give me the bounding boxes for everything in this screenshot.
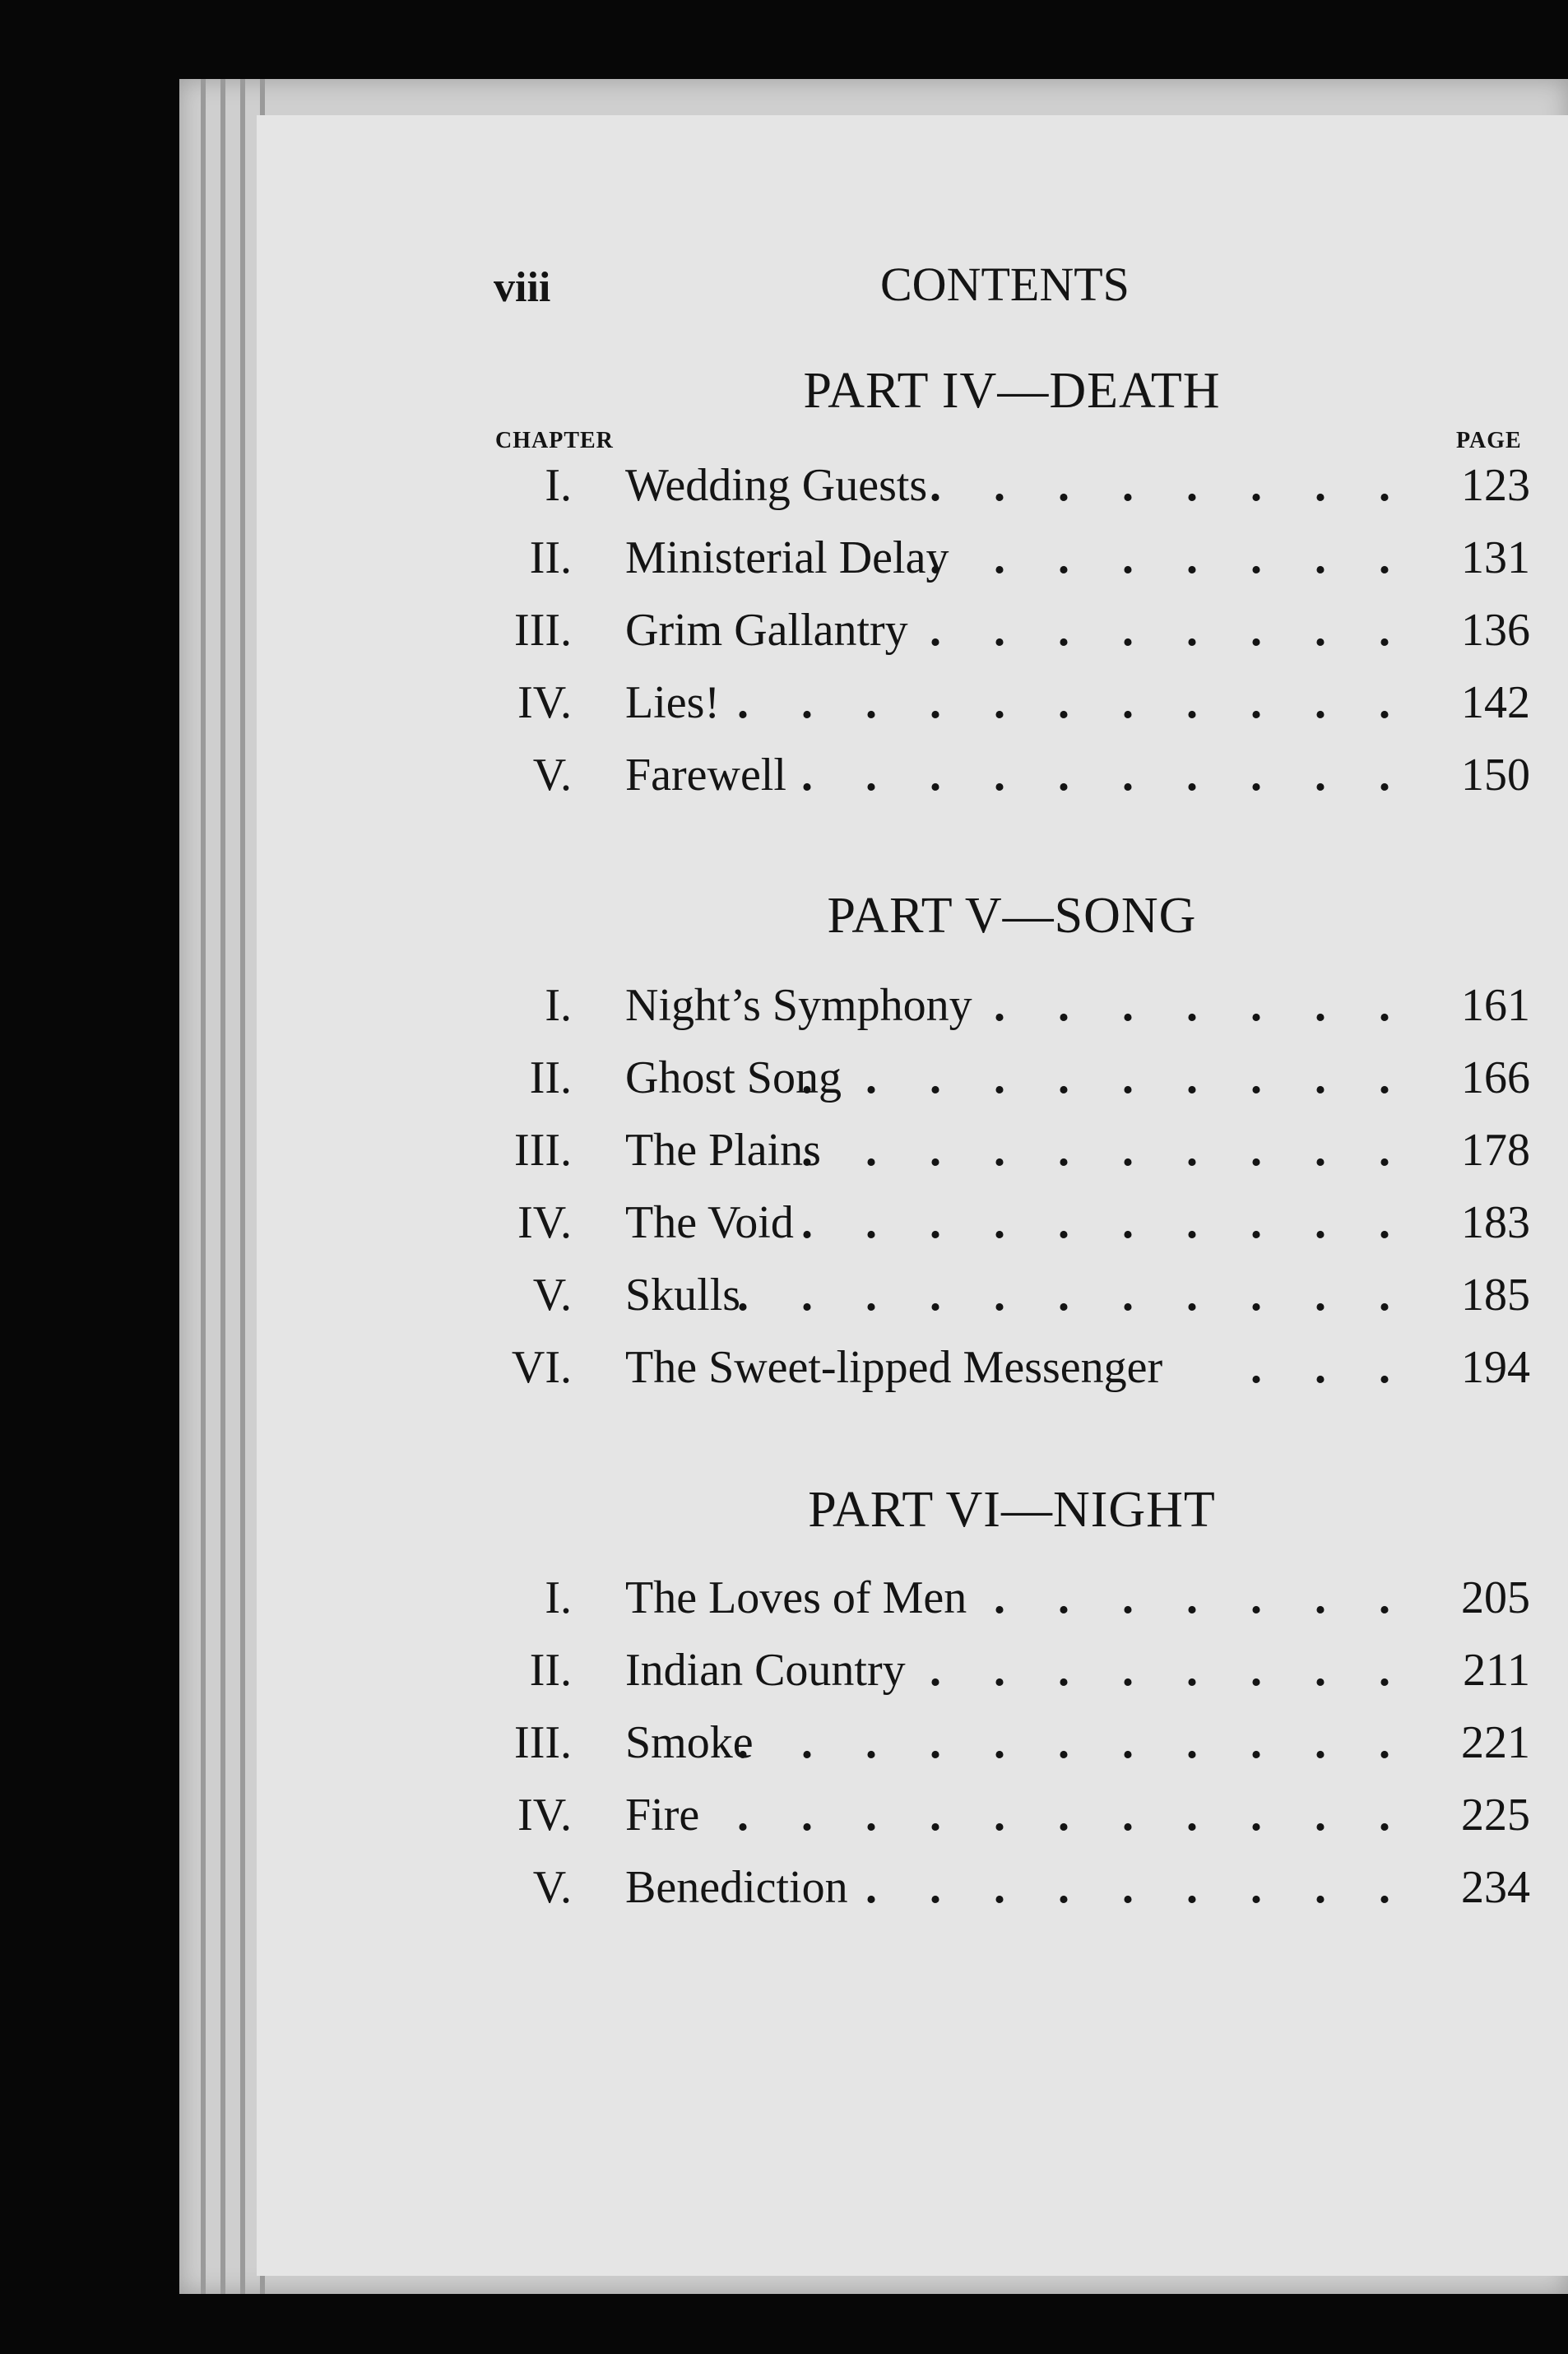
- part-heading: PART VI—NIGHT: [808, 1482, 1216, 1538]
- toc-entry: [485, 749, 1530, 815]
- toc-entry: [485, 1124, 1530, 1190]
- dot-leader: . . . . . . . .: [930, 460, 1411, 511]
- chapter-number: I.: [545, 980, 572, 1031]
- dot-leader: . . . . . . . . . . .: [737, 1790, 1411, 1841]
- page-number: 185: [1461, 1270, 1530, 1321]
- page-edge-line: [201, 79, 206, 2294]
- chapter-title: The Plains: [625, 1125, 821, 1176]
- page-number: 205: [1461, 1572, 1530, 1623]
- dot-leader: . . . . . . . .: [930, 1645, 1411, 1696]
- page-number: 131: [1461, 532, 1530, 583]
- part-heading: PART IV—DEATH: [803, 363, 1221, 419]
- dot-leader: . . . . . . . . . .: [801, 1197, 1411, 1248]
- page-number: 178: [1461, 1125, 1530, 1176]
- toc-entry: [485, 1196, 1530, 1262]
- chapter-number: II.: [529, 532, 572, 583]
- toc-entry: [485, 979, 1530, 1045]
- toc-entry: [485, 1789, 1530, 1855]
- dot-leader: . . . . . . . .: [930, 532, 1411, 583]
- chapter-number: I.: [545, 1572, 572, 1623]
- page-number: 161: [1461, 980, 1530, 1031]
- chapter-title: Lies!: [625, 677, 721, 728]
- chapter-title: Wedding Guests: [625, 460, 928, 511]
- chapter-title: Skulls: [625, 1270, 741, 1321]
- page-number: 194: [1461, 1342, 1530, 1393]
- toc-entry: [485, 1341, 1530, 1407]
- chapter-number: IV.: [517, 1197, 572, 1248]
- page-edge-line: [220, 79, 225, 2294]
- toc-entry: [485, 1716, 1530, 1782]
- chapter-title: Grim Gallantry: [625, 605, 908, 656]
- chapter-title: Benediction: [625, 1862, 848, 1913]
- toc-entry: [485, 1269, 1530, 1335]
- dot-leader: . . . . . . .: [994, 1572, 1411, 1623]
- chapter-number: II.: [529, 1645, 572, 1696]
- toc-entry: [485, 1052, 1530, 1117]
- chapter-title: The Sweet-lipped Messenger: [625, 1342, 1163, 1393]
- chapter-number: V.: [532, 1862, 572, 1913]
- page-number: 123: [1461, 460, 1530, 511]
- chapter-title: Fire: [625, 1790, 700, 1841]
- chapter-title: The Void: [625, 1197, 794, 1248]
- toc-entry: [485, 1572, 1530, 1637]
- dot-leader: . . . . . . . .: [930, 605, 1411, 656]
- chapter-number: I.: [545, 460, 572, 511]
- chapter-number: II.: [529, 1052, 572, 1103]
- chapter-title: The Loves of Men: [625, 1572, 967, 1623]
- dot-leader: . . . . . . . . . .: [801, 750, 1411, 801]
- dot-leader: . . .: [1250, 1342, 1411, 1393]
- chapter-title: Farewell: [625, 750, 786, 801]
- toc-entry: [485, 1644, 1530, 1710]
- dot-leader: . . . . . . . . . . .: [737, 677, 1411, 728]
- chapter-number: III.: [514, 1717, 572, 1768]
- page-number: 211: [1463, 1645, 1530, 1696]
- chapter-number: IV.: [517, 677, 572, 728]
- dot-leader: . . . . . . .: [994, 980, 1411, 1031]
- chapter-number: V.: [532, 750, 572, 801]
- dot-leader: . . . . . . . . . .: [801, 1125, 1411, 1176]
- toc-entry: [485, 604, 1530, 670]
- page-edge-line: [240, 79, 245, 2294]
- toc-entry: [485, 459, 1530, 525]
- page-number: 150: [1461, 750, 1530, 801]
- dot-leader: . . . . . . . . . .: [801, 1052, 1411, 1103]
- running-head-title: CONTENTS: [880, 258, 1130, 311]
- chapter-title: Smoke: [625, 1717, 754, 1768]
- running-head-page-number: viii: [494, 264, 551, 311]
- page-number: 136: [1461, 605, 1530, 656]
- chapter-title: Ghost Song: [625, 1052, 842, 1103]
- page-number: 166: [1461, 1052, 1530, 1103]
- part-heading: PART V—SONG: [827, 888, 1197, 944]
- dot-leader: . . . . . . . . . . .: [737, 1717, 1411, 1768]
- dot-leader: . . . . . . . . .: [865, 1862, 1411, 1913]
- chapter-title: Night’s Symphony: [625, 980, 972, 1031]
- chapter-title: Ministerial Delay: [625, 532, 949, 583]
- chapter-column-label: CHAPTER: [495, 428, 614, 453]
- page-number: 221: [1461, 1717, 1530, 1768]
- page-number: 142: [1461, 677, 1530, 728]
- page-number: 183: [1461, 1197, 1530, 1248]
- page-column-label: PAGE: [1456, 428, 1522, 453]
- dot-leader: . . . . . . . . . . .: [737, 1270, 1411, 1321]
- chapter-number: III.: [514, 605, 572, 656]
- book-page: [257, 115, 1568, 2276]
- toc-entry: [485, 676, 1530, 742]
- chapter-number: III.: [514, 1125, 572, 1176]
- chapter-number: IV.: [517, 1790, 572, 1841]
- page-number: 225: [1461, 1790, 1530, 1841]
- chapter-number: V.: [532, 1270, 572, 1321]
- page-number: 234: [1461, 1862, 1530, 1913]
- chapter-number: VI.: [511, 1342, 572, 1393]
- chapter-title: Indian Country: [625, 1645, 906, 1696]
- toc-entry: [485, 532, 1530, 597]
- toc-entry: [485, 1861, 1530, 1927]
